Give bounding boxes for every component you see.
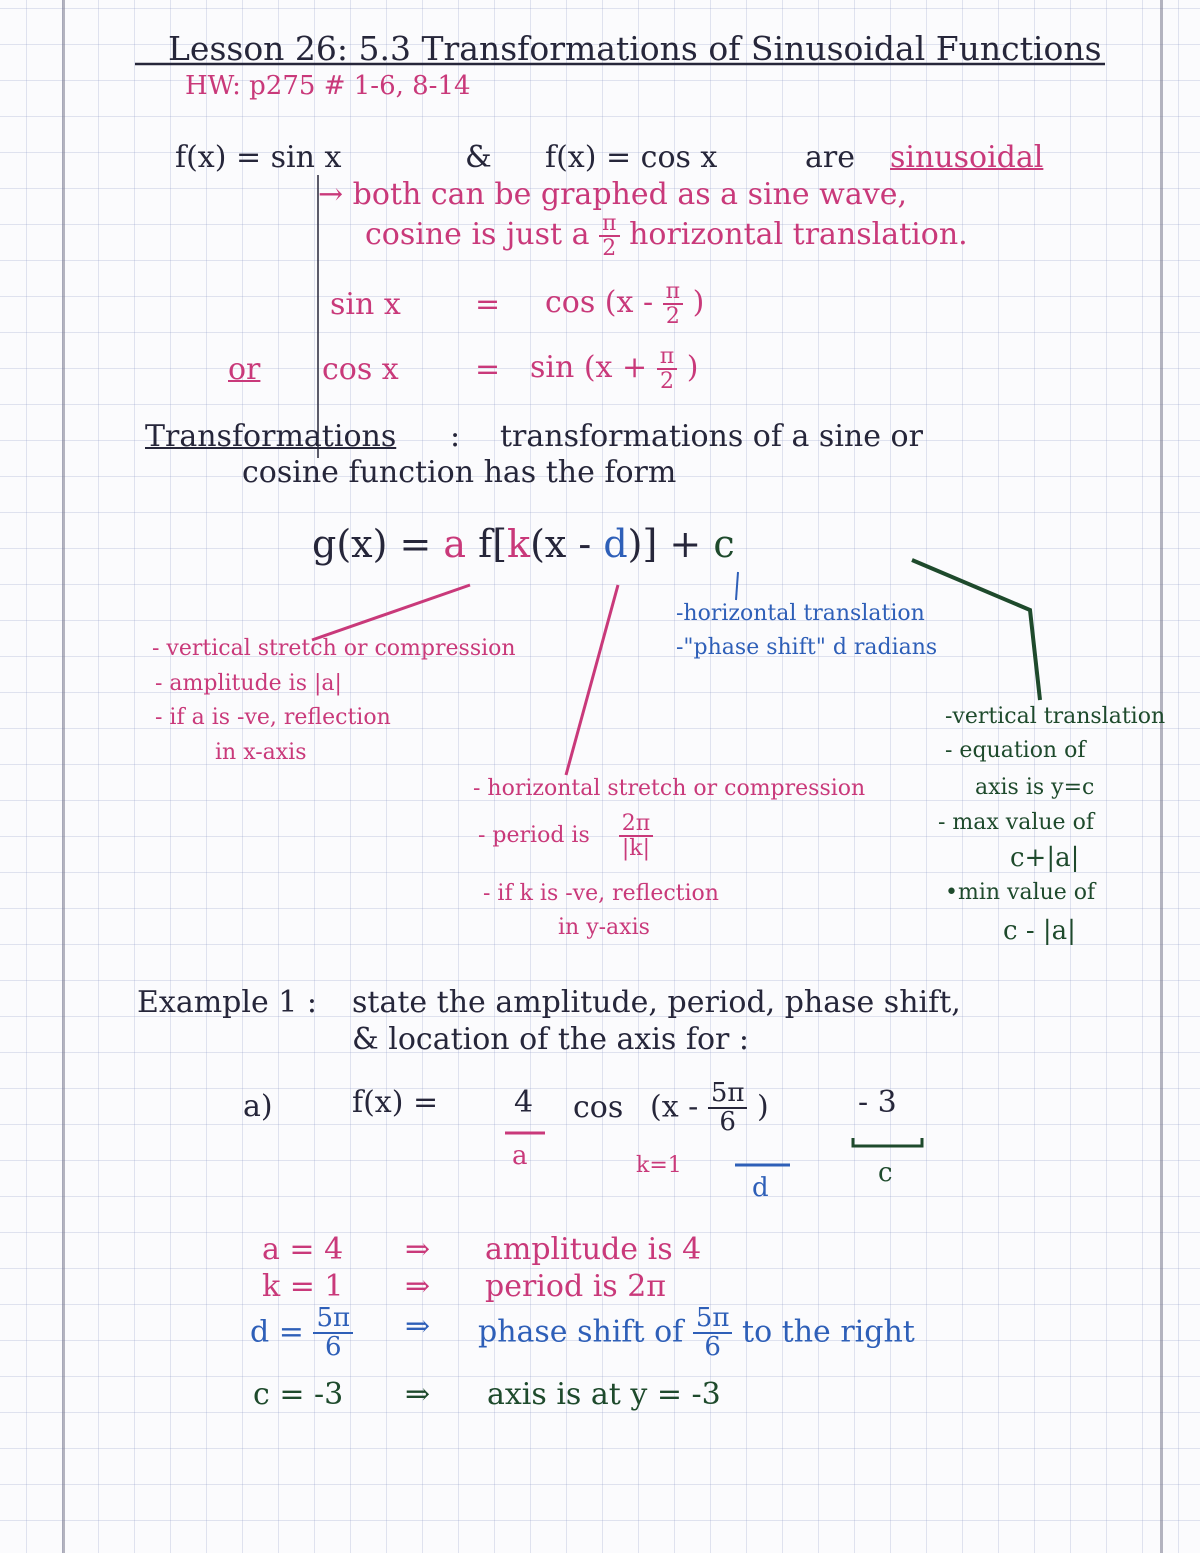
example-label-d: d [752,1173,769,1203]
c-note-4: - max value of [938,810,1094,835]
solution-phase-fraction: $\frac{5\pi}{6}$ [693,1305,733,1362]
period-fraction: $\frac{2\pi}{|k|}$ [619,812,653,860]
pi-over-two-fraction: $\frac{\pi}{2}$ [599,212,619,260]
cosine-translation-note [365,212,968,260]
d-pointer-line [736,572,738,600]
param-k: k [507,522,531,566]
solution-row-d-lhs: d = $\frac{5\pi}{6}$ [250,1305,353,1362]
solution-row-k-lhs: k = 1 [262,1269,344,1304]
solution-row-a-rhs: amplitude is 4 [485,1232,702,1267]
homework-line: HW: p275 # 1-6, 8-14 [185,71,471,101]
solution-row-c-rhs: axis is at y = -3 [487,1377,721,1412]
example-phase-fraction: $\frac{5\pi}{6}$ [708,1080,748,1137]
solution-row-d-arrow: ⇒ [405,1309,431,1344]
d-note-1: -horizontal translation [676,601,925,626]
transformations-text-2: cosine function has the form [242,455,677,490]
transformations-text-1: transformations of a sine or [500,419,923,454]
solution-row-d-rhs: phase shift of $\frac{5\pi}{6}$ to the right [478,1303,915,1363]
example-label-a: a [512,1141,528,1171]
solution-row-a-arrow: ⇒ [405,1232,431,1267]
identity-2-fraction: $\frac{\pi}{2}$ [657,345,677,393]
cosine-note-tail: horizontal translation. [629,217,968,253]
ampersand: & [465,140,492,175]
identity-1-equals: = [475,287,501,322]
part-a-label: a) [243,1089,273,1124]
c-pointer-line [912,560,1040,700]
example-argument: (x - $\frac{5\pi}{6}$ ) [650,1078,769,1138]
identity-1-right: cos (x - $\frac{\pi}{2}$ ) [545,279,705,330]
k-note-4: in y-axis [558,915,650,940]
both-graphed-note: → both can be graphed as a sine wave, [318,177,907,212]
solution-row-a-lhs: a = 4 [262,1232,344,1267]
k-note-2: - period is $\frac{2\pi}{|k|}$ [478,812,653,860]
a-note-4: in x-axis [215,740,307,765]
identity-2-equals: = [475,352,501,387]
example-label-k: k=1 [636,1153,682,1178]
k-note-1: - horizontal stretch or compression [473,776,866,801]
are-word: are [805,140,855,175]
solution-row-c-lhs: c = -3 [253,1377,344,1412]
identity-2-right: sin (x + $\frac{\pi}{2}$ ) [530,344,699,395]
solution-d-fraction: $\frac{5\pi}{6}$ [313,1305,353,1362]
or-word: or [228,352,261,387]
a-note-3: - if a is -ve, reflection [155,705,391,730]
c-note-7: c - |a| [1003,916,1076,946]
param-d: d [603,522,628,566]
general-form-formula: g(x) = a f[k(x - d)] + c [312,522,735,566]
c-note-6: •min value of [945,880,1096,905]
transformations-colon: : [450,419,461,454]
example-vertical-shift: - 3 [858,1085,897,1120]
a-note-1: - vertical stretch or compression [152,636,516,661]
d-note-2: -"phase shift" d radians [676,635,938,660]
c-note-3: axis is y=c [975,775,1095,800]
c-note-1: -vertical translation [945,704,1166,729]
f-sin-definition: f(x) = sin x [175,140,342,175]
identity-1-left: sin x [330,287,401,322]
example-cos: cos [573,1090,624,1125]
a-pointer-line [312,585,470,640]
cosine-note-text: cosine is just a [365,217,590,253]
example-function: f(x) = [352,1085,439,1120]
solution-row-k-rhs: period is 2π [485,1269,667,1304]
k-note-3: - if k is -ve, reflection [483,881,719,906]
example-c-bracket [853,1138,922,1146]
example-prompt-1: state the amplitude, period, phase shift, [352,985,961,1020]
identity-1-fraction: $\frac{\pi}{2}$ [663,280,683,328]
param-c: c [713,522,735,566]
lesson-title: Lesson 26: 5.3 Transformations of Sinusoidal Functions [168,29,1102,68]
sinusoidal-term: sinusoidal [890,140,1044,175]
a-note-2: - amplitude is |a| [155,671,342,696]
example-coefficient: 4 [514,1085,534,1120]
example-label: Example 1 : [137,985,317,1020]
f-cos-definition: f(x) = cos x [545,140,718,175]
c-note-2: - equation of [945,738,1086,763]
k-pointer-line [566,585,618,775]
param-a: a [443,522,467,566]
example-prompt-2: & location of the axis for : [352,1022,750,1057]
transformations-heading: Transformations [145,419,397,454]
solution-row-k-arrow: ⇒ [405,1269,431,1304]
identity-2-left: cos x [322,352,399,387]
solution-row-c-arrow: ⇒ [405,1377,431,1412]
c-note-5: c+|a| [1010,843,1080,873]
example-label-c: c [878,1158,893,1188]
